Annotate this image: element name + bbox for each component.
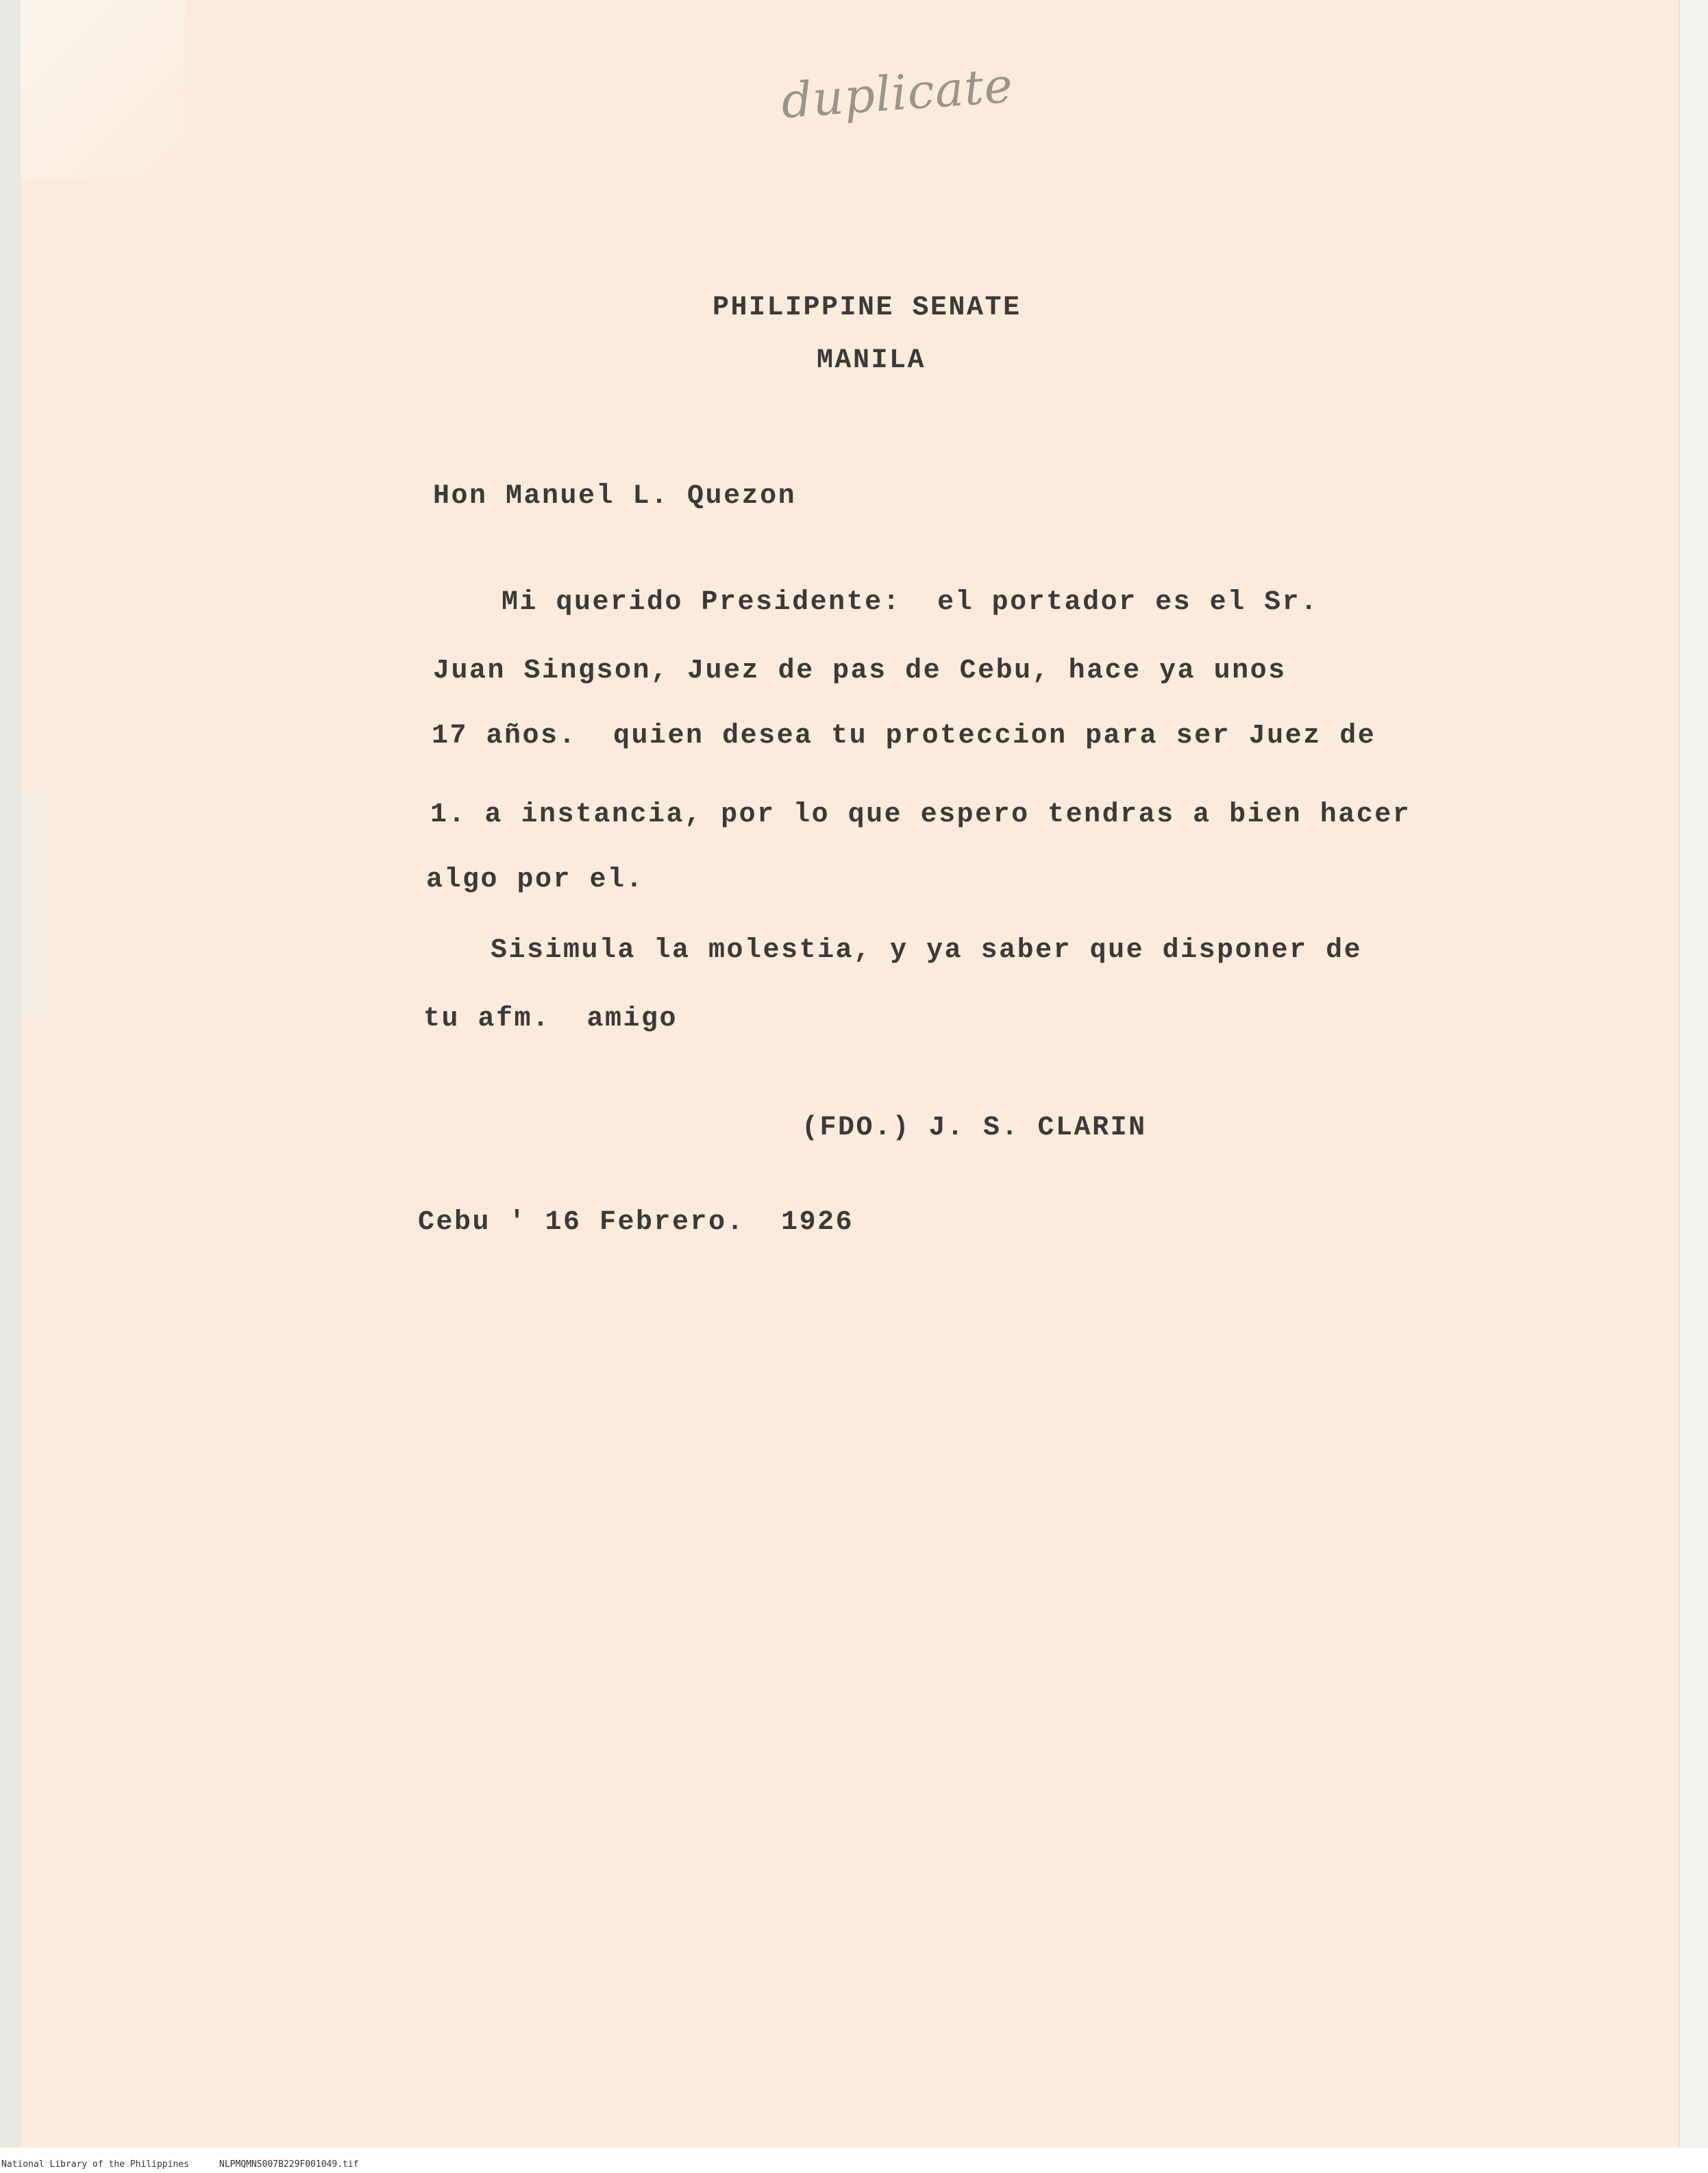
letterhead-line-2: MANILA — [817, 345, 926, 376]
signature: (FDO.) J. S. CLARIN — [802, 1113, 1147, 1143]
dateline: Cebu ' 16 Febrero. 1926 — [418, 1207, 854, 1238]
footer-file-id: NLPMQMNS007B229F001049.tif — [219, 2159, 359, 2170]
handwritten-annotation: duplicate — [779, 57, 1015, 129]
paper-tear — [21, 0, 185, 178]
footer-institution: National Library of the Philippines — [1, 2159, 189, 2170]
body-line-2: Juan Singson, Juez de pas de Cebu, hace ya unos — [433, 656, 1287, 686]
body-line-1: Mi querido Presidente: el portador es el Sr. — [502, 587, 1319, 618]
body-line-4: 1. a instancia, por lo que espero tendras a bien hacer — [430, 799, 1411, 830]
tape-strip — [21, 788, 48, 1021]
body-line-6: Sisimula la molestia, y ya saber que disponer de — [491, 935, 1363, 966]
body-line-7: tu afm. amigo — [423, 1004, 678, 1034]
body-line-3: 17 años. quien desea tu proteccion para ser Juez de — [432, 721, 1376, 752]
body-line-5: algo por el. — [426, 865, 645, 895]
salutation: Hon Manuel L. Quezon — [433, 481, 797, 512]
letterhead-line-1: PHILIPPINE SENATE — [713, 293, 1022, 323]
